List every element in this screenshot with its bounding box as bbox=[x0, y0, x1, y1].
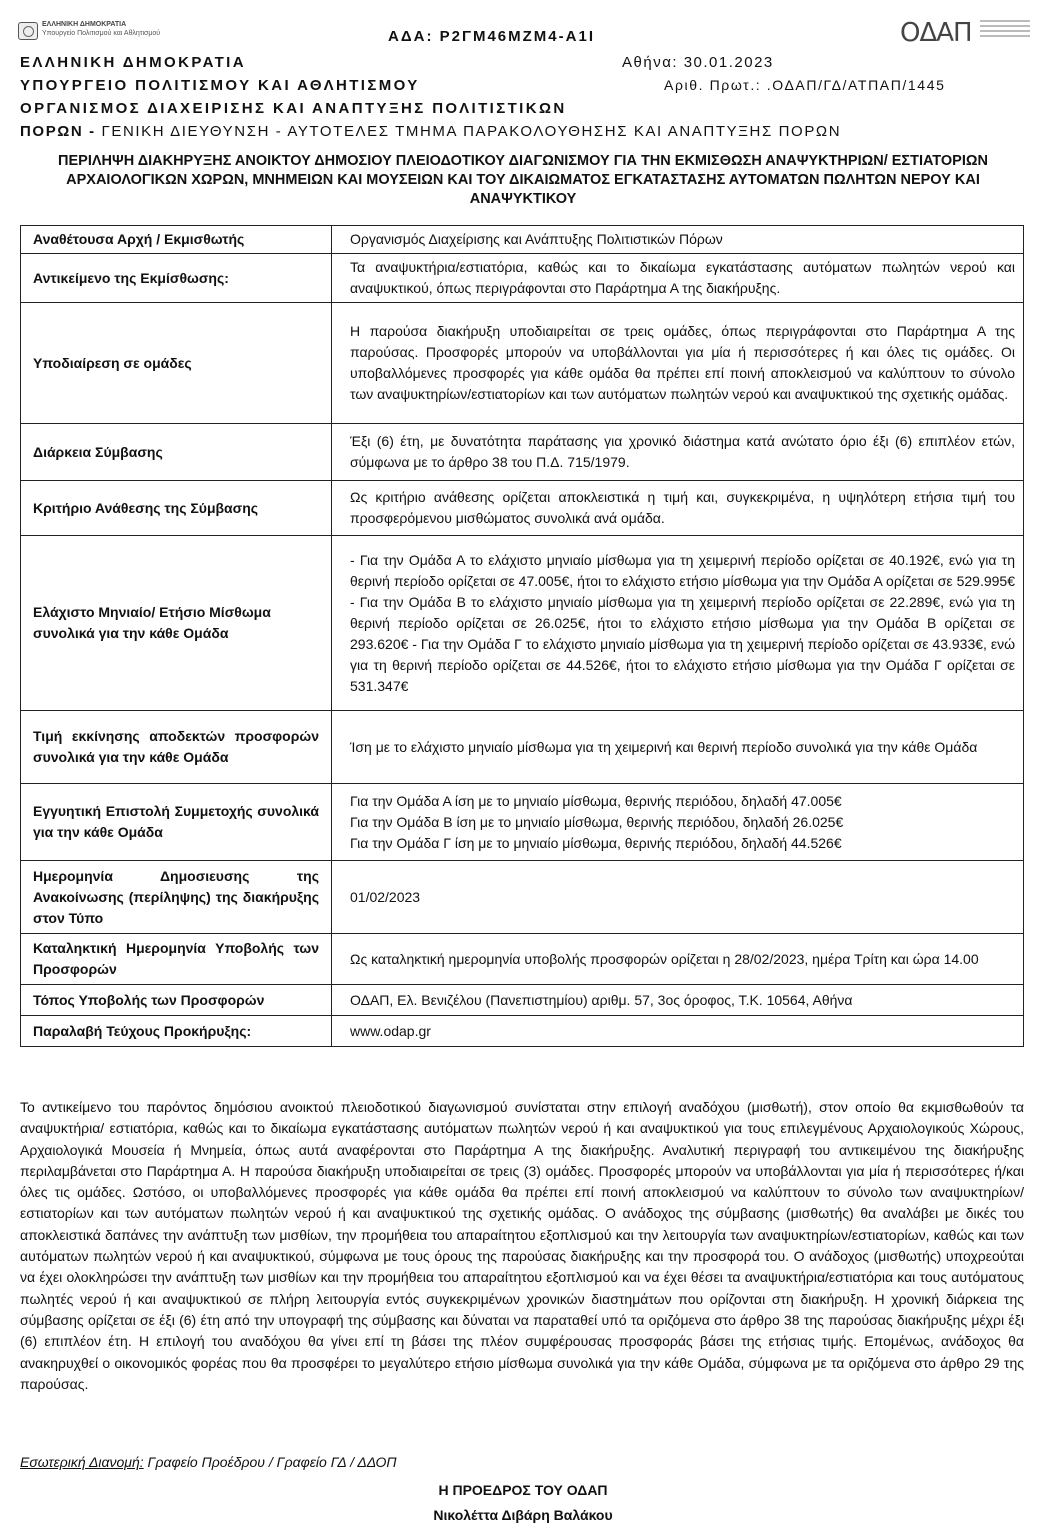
ada-code: ΑΔΑ: Ρ2ΓΜ46ΜΖΜ4-Α1Ι bbox=[388, 28, 595, 45]
row-value: Έξι (6) έτη, με δυνατότητα παράτασης για χρονικό διάστημα κατά ανώτατο όριο έξι (6) επιπλέον ετών, σύμφωνα με το άρθρο 38 του Π.Δ. 715/1979. bbox=[332, 424, 1024, 481]
row-value: 01/02/2023 bbox=[332, 861, 1024, 934]
logo-left-line2: Υπουργείο Πολιτισμού και Αθλητισμού bbox=[42, 30, 161, 37]
table-row bbox=[21, 934, 1024, 985]
table-row bbox=[21, 711, 1024, 784]
odap-logo bbox=[900, 14, 1030, 50]
row-label: Αντικείμενο της Εκμίσθωσης: bbox=[21, 254, 332, 303]
row-value: Τα αναψυκτήρια/εστιατόρια, καθώς και το δικαίωμα εγκατάστασης αυτόματων πωλητών νερού και αναψυκτικού, όπως περιγράφονται στο Παράρτημα Α της διακήρυξης. bbox=[332, 254, 1024, 303]
row-label: Διάρκεια Σύμβασης bbox=[21, 424, 332, 481]
row-value: Οργανισμός Διαχείρισης και Ανάπτυξης Πολιτιστικών Πόρων bbox=[332, 226, 1024, 254]
header-line-4-bold: ΠΟΡΩΝ - bbox=[20, 123, 96, 140]
row-value: Η παρούσα διακήρυξη υποδιαιρείται σε τρεις ομάδες, όπως περιγράφονται στο Παράρτημα Α της παρούσας. Προσφορές μπορούν να υποβάλλονται για μία ή περισσότερες ή και όλες τις ομάδες. Οι υποβαλλόμενες προσφορές για κάθε ομάδα θα πρέπει επί ποινή αποκλεισμού να καλύπτουν το σύνολο των αναψυκτηρίων/εστιατορίων και των αυτόματων πωλητών νερού και αναψυκτικού της σχετικής ομάδας. bbox=[332, 303, 1024, 424]
table-row bbox=[21, 1016, 1024, 1047]
emblem-icon bbox=[18, 22, 38, 40]
table-row bbox=[21, 985, 1024, 1016]
table-row bbox=[21, 536, 1024, 711]
document-title: ΠΕΡΙΛΗΨΗ ΔΙΑΚΗΡΥΞΗΣ ΑΝΟΙΚΤΟΥ ΔΗΜΟΣΙΟΥ ΠΛΕΙΟΔΟΤΙΚΟΥ ΔΙΑΓΩΝΙΣΜΟΥ ΓΙΑ ΤΗΝ ΕΚΜΙΣΘΩΣΗ ΑΝΑΨΥΚΤΗΡΙΩΝ/ ΕΣΤΙΑΤΟΡΙΩΝ ΑΡΧΑΙΟΛΟΓΙΚΩΝ ΧΩΡΩΝ, ΜΝΗΜΕΙΩΝ ΚΑΙ ΜΟΥΣΕΙΩΝ ΚΑΙ ΤΟΥ ΔΙΚΑΙΩΜΑΤΟΣ ΕΓΚΑΤΑΣΤΑΣΗΣ ΑΥΤΟΜΑΤΩΝ ΠΩΛΗΤΩΝ ΝΕΡΟΥ ΚΑΙ ΑΝΑΨΥΚΤΙΚΟΥ bbox=[58, 153, 988, 207]
signer-title: Η ΠΡΟΕΔΡΟΣ ΤΟΥ ΟΔΑΠ bbox=[438, 1482, 608, 1498]
table-row bbox=[21, 303, 1024, 424]
row-value: Ως κριτήριο ανάθεσης ορίζεται αποκλειστικά η τιμή και, συγκεκριμένα, η υψηλότερη ετήσια τιμή του προσφερόμενου μισθώματος συνολικά ανά ομάδα. bbox=[332, 481, 1024, 536]
internal-distribution bbox=[20, 1454, 396, 1470]
row-label: Τιμή εκκίνησης αποδεκτών προσφορών συνολικά για την κάθε Ομάδα bbox=[21, 711, 332, 784]
row-label: Τόπος Υποβολής των Προσφορών bbox=[21, 985, 332, 1016]
table-row bbox=[21, 481, 1024, 536]
header-line-2: ΥΠΟΥΡΓΕΙΟ ΠΟΛΙΤΙΣΜΟΥ ΚΑΙ ΑΘΛΗΤΙΣΜΟΥ bbox=[20, 77, 420, 94]
table-row bbox=[21, 226, 1024, 254]
distribution-value: Γραφείο Προέδρου / Γραφείο ΓΔ / ΔΔΟΠ bbox=[143, 1454, 397, 1470]
row-label: Αναθέτουσα Αρχή / Εκμισθωτής bbox=[21, 226, 332, 254]
row-label: Ελάχιστο Μηνιαίο/ Ετήσιο Μίσθωμα συνολικά για την κάθε Ομάδα bbox=[21, 536, 332, 711]
odap-logo-mark: ΟΔΑΠ bbox=[900, 18, 972, 48]
protocol-number: Αριθ. Πρωτ.: .ΟΔΑΠ/ΓΔ/ΑΤΠΑΠ/1445 bbox=[664, 77, 946, 93]
header-line-4-rest: ΓΕΝΙΚΗ ΔΙΕΥΘΥΝΣΗ - ΑΥΤΟΤΕΛΕΣ ΤΜΗΜΑ ΠΑΡΑΚΟΛΟΥΘΗΣΗΣ ΚΑΙ ΑΝΑΠΤΥΞΗΣ ΠΟΡΩΝ bbox=[95, 123, 842, 140]
table-row bbox=[21, 254, 1024, 303]
row-value: Ως καταληκτική ημερομηνία υποβολής προσφορών ορίζεται η 28/02/2023, ημέρα Τρίτη και ώρα 14.00 bbox=[332, 934, 1024, 985]
row-value: www.odap.gr bbox=[332, 1016, 1024, 1047]
signer-name: Νικολέττα Διβάρη Βαλάκου bbox=[433, 1507, 613, 1523]
row-label: Εγγυητική Επιστολή Συμμετοχής συνολικά για την κάθε Ομάδα bbox=[21, 784, 332, 861]
row-value: Για την Ομάδα Α ίση με το μηνιαίο μίσθωμα, θερινής περιόδου, δηλαδή 47.005€ Για την Ομάδα Β ίση με το μηνιαίο μίσθωμα, θερινής περιόδου, δηλαδή 26.025€ Για την Ομάδα Γ ίση με το μηνιαίο μίσθωμα, θερινής περιόδου, δηλαδή 44.526€ bbox=[332, 784, 1024, 861]
row-label: Κριτήριο Ανάθεσης της Σύμβασης bbox=[21, 481, 332, 536]
document-date: Αθήνα: 30.01.2023 bbox=[622, 54, 774, 71]
logo-left-line1: ΕΛΛΗΝΙΚΗ ΔΗΜΟΚΡΑΤΙΑ bbox=[42, 21, 127, 28]
row-label: Ημερομηνία Δημοσιευσης της Ανακοίνωσης (περίληψης) της διακήρυξης στον Τύπο bbox=[21, 861, 332, 934]
row-value: Ίση με το ελάχιστο μηνιαίο μίσθωμα για τη χειμερινή και θερινή περίοδο συνολικά για την κάθε Ομάδα bbox=[332, 711, 1024, 784]
summary-table bbox=[20, 225, 1024, 1047]
distribution-label: Εσωτερική Διανομή: bbox=[20, 1454, 144, 1470]
odap-logo-subtext-icon bbox=[980, 20, 1030, 40]
row-label: Παραλαβή Τεύχους Προκήρυξης: bbox=[21, 1016, 332, 1047]
row-value: ΟΔΑΠ, Ελ. Βενιζέλου (Πανεπιστημίου) αριθμ. 57, 3ος όροφος, Τ.Κ. 10564, Αθήνα bbox=[332, 985, 1024, 1016]
header-line-1: ΕΛΛΗΝΙΚΗ ΔΗΜΟΚΡΑΤΙΑ bbox=[20, 54, 246, 71]
table-row bbox=[21, 424, 1024, 481]
table-row bbox=[21, 861, 1024, 934]
row-value: - Για την Ομάδα Α το ελάχιστο μηνιαίο μίσθωμα για τη χειμερινή περίοδο ορίζεται σε 40.192€, ενώ για τη θερινή περίοδο ορίζεται σε 47.005€, ήτοι το ελάχιστο ετήσιο μίσθωμα για την Ομάδα Α ορίζεται σε 529.995€ - Για την Ομάδα Β το ελάχιστο μηνιαίο μίσθωμα για τη χειμερινή περίοδο ορίζεται σε 22.289€, ενώ για τη θερινή περίοδο ορίζεται σε 26.025€, ήτοι το ελάχιστο ετήσιο μίσθωμα για την Ομάδα Β ορίζεται σε 293.620€ - Για την Ομάδα Γ το ελάχιστο μηνιαίο μίσθωμα για τη χειμερινή περίοδο ορίζεται σε 43.933€, ενώ για τη θερινή περίοδο ορίζεται σε 44.526€, ήτοι το ελάχιστο ετήσιο μίσθωμα για την Ομάδα Γ ορίζεται σε 531.347€ bbox=[332, 536, 1024, 711]
table-row bbox=[21, 784, 1024, 861]
hellenic-republic-logo bbox=[16, 20, 166, 42]
header-line-3: ΟΡΓΑΝΙΣΜΟΣ ΔΙΑΧΕΙΡΙΣΗΣ ΚΑΙ ΑΝΑΠΤΥΞΗΣ ΠΟΛΙΤΙΣΤΙΚΩΝ bbox=[20, 100, 567, 117]
body-paragraph: Το αντικείμενο του παρόντος δημόσιου ανοικτού πλειοδοτικού διαγωνισμού συνίσταται στην επιλογή αναδόχου (μισθωτή), στον οποίο θα εκμισθωθούν τα αναψυκτήρια/ εστιατόρια, καθώς και το δικαίωμα εγκατάστασης αυτόματων πωλητών νερού ή και αναψυκτικού για τους επιλεγμένους Αρχαιολογικούς Χώρους, Αρχαιολογικά Μουσεία ή Μνημεία, όπως αυτά αναφέρονται στο Παράρτημα Α της διακήρυξης. Αναλυτική περιγραφή του αντικειμένου της διακήρυξης περιλαμβάνεται στο Παράρτημα Α. Η παρούσα διακήρυξη υποδιαιρείται σε τρεις (3) ομάδες. Προσφορές μπορούν να υποβάλλονται για μία ή περισσότερες ή/και όλες τις ομάδες. Ωστόσο, οι υποβαλλόμενες προσφορές για κάθε ομάδα θα πρέπει επί ποινή αποκλεισμού να καλύπτουν το σύνολο των αναψυκτηρίων/εστιατορίων και των αυτόματων πωλητών νερού ή και αναψυκτικού της σχετικής ομάδας. Ο ανάδοχος της σύμβασης (μισθωτής) θα αναλάβει με δικές του αποκλειστικά δαπάνες την ανάπτυξη των μισθίων, την προμήθεια του απαραίτητου εξοπλισμού και την λειτουργία των αναψυκτηρίων/εστιατορίων, καθώς και των αυτόματων πωλητών νερού ή και αναψυκτικού, σύμφωνα με τους όρους της παρούσας διακήρυξης και την προσφορά του. Ο ανάδοχος (μισθωτής) υποχρεούται να έχει ολοκληρώσει την ανάπτυξη των μισθίων και την προμήθεια του απαραίτητου εξοπλισμού και να έχει θέσει τα αναψυκτήρια/εστιατόρια και τους αυτόματους πωλητές νερού ή και αναψυκτικού σε πλήρη λειτουργία εντός συγκεκριμένων χρονικών διαστημάτων που ορίζονται στη διακήρυξη. Η χρονική διάρκεια της σύμβασης ορίζεται σε έξι (6) έτη από την υπογραφή της σύμβασης και δύναται να παραταθεί υπό τα οριζόμενα στο άρθρο 38 της παρούσας διακήρυξης μέχρι έξι (6) επιπλέον έτη. Η επιλογή του αναδόχου θα γίνει επί τη βάσει της πλέον συμφέρουσας προσφοράς βάσει της ετήσιας τιμής. Επομένως, ανάδοχος θα ανακηρυχθεί ο οικονομικός φορέας που θα προσφέρει το μεγαλύτερο ετήσιο μίσθωμα συνολικά για την κάθε Ομάδα, σύμφωνα με τα οριζόμενα στο άρθρο 29 της παρούσας. bbox=[20, 1099, 1024, 1392]
header-line-4 bbox=[20, 123, 841, 140]
row-label: Υποδιαίρεση σε ομάδες bbox=[21, 303, 332, 424]
row-label: Καταληκτική Ημερομηνία Υποβολής των Προσφορών bbox=[21, 934, 332, 985]
